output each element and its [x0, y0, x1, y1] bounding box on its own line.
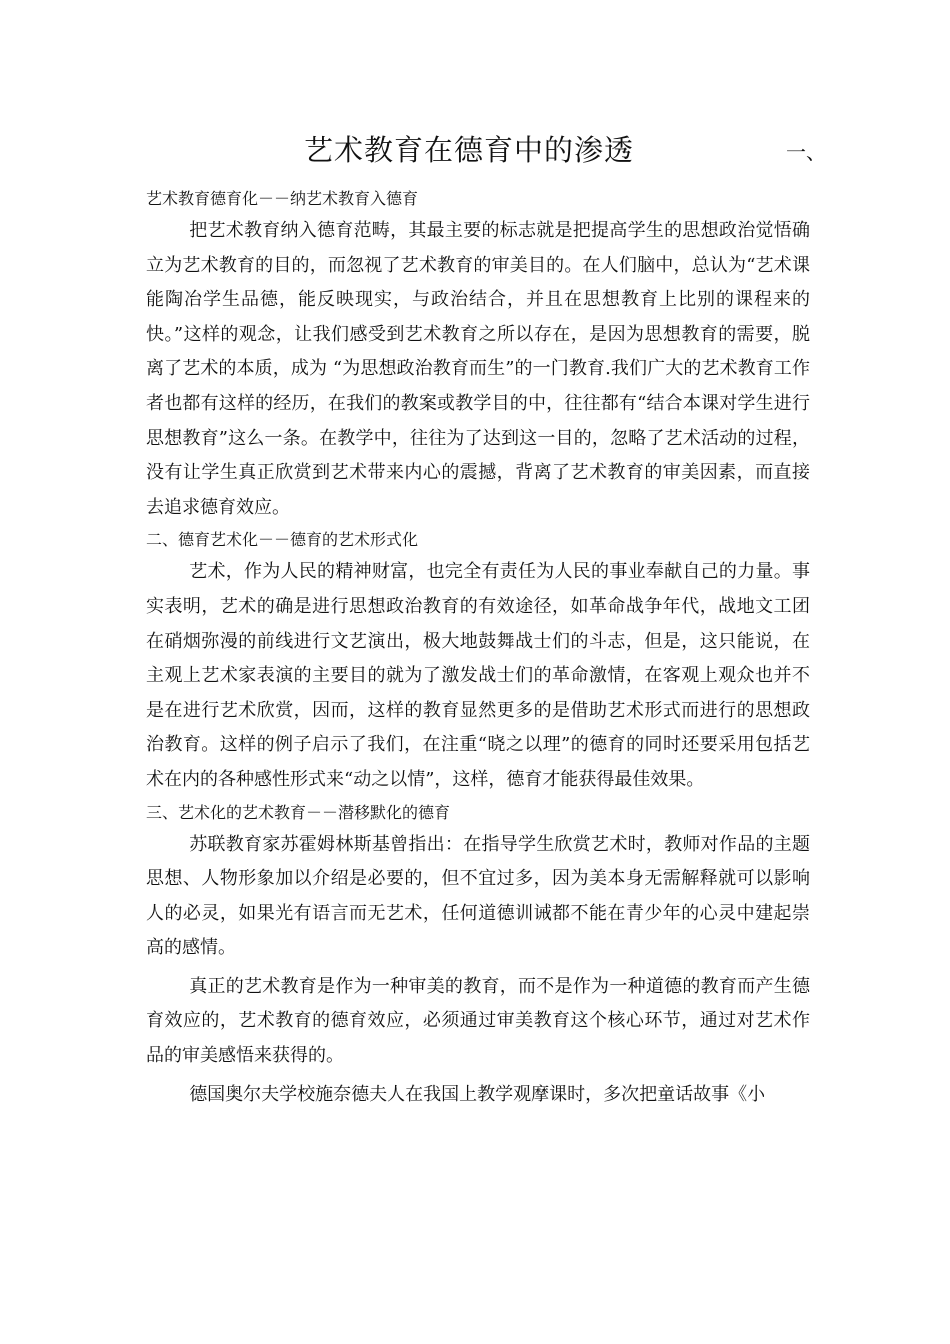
section-heading-2: 二、德育艺术化－－德育的艺术形式化	[146, 530, 419, 550]
section-number-one: 一、	[786, 140, 826, 164]
paragraph-3: 苏联教育家苏霍姆林斯基曾指出：在指导学生欣赏艺术时，教师对作品的主题思想、人物形象加以介绍是必要的，但不宜过多，因为美本身无需解释就可以影响人的必灵，如果光有语言而无艺术，任何道德训诫都不能在青少年的心灵中建起崇高的感情。	[146, 833, 810, 959]
paragraph-1: 把艺术教育纳入德育范畴，其最主要的标志就是把提高学生的思想政治觉悟确立为艺术教育的目的，而忽视了艺术教育的审美目的。在人们脑中，总认为“艺术课能陶冶学生品德，能反映现实，与政治结合，并且在思想教育上比别的课程来的快。”这样的观念，让我们感受到艺术教育之所以存在，是因为思想教育的需要，脱离了艺术的本质，成为 “为思想政治教育而生”的一门教育.我们广大的艺术教育工作者也都有这样的经历，在我们的教案或教学目的中，往往都有“结合本课对学生进行思想教育”这么一条。在教学中，往往为了达到这一目的，忽略了艺术活动的过程，没有让学生真正欣赏到艺术带来内心的震撼，背离了艺术教育的审美因素，而直接去追求德育效应。	[146, 220, 810, 518]
paragraph-2: 艺术，作为人民的精神财富，也完全有责任为人民的事业奉献自己的力量。事实表明，艺术的确是进行思想政治教育的有效途径，如革命战争年代，战地文工团在硝烟弥漫的前线进行文艺演出，极大地鼓舞战士们的斗志，但是，这只能说，在主观上艺术家表演的主要目的就为了激发战士们的革命激情，在客观上观众也并不是在进行艺术欣赏，因而，这样的教育显然更多的是借助艺术形式而进行的思想政治教育。这样的例子启示了我们，在注重“晓之以理”的德育的同时还要采用包括艺术在内的各种感性形式来“动之以情”，这样，德育才能获得最佳效果。	[146, 561, 810, 790]
section-heading-3: 三、艺术化的艺术教育－－潜移默化的德育	[146, 802, 451, 822]
paragraph-4: 真正的艺术教育是作为一种审美的教育，而不是作为一种道德的教育而产生德育效应的，艺术教育的德育效应，必须通过审美教育这个核心环节，通过对艺术作品的审美感悟来获得的。	[146, 975, 810, 1067]
page-title: 艺术教育在德育中的渗透	[304, 133, 635, 167]
title-row	[0, 128, 950, 172]
document-body	[146, 184, 810, 1112]
paragraph-5: 德国奥尔夫学校施奈德夫人在我国上教学观摩课时，多次把童话故事《小	[189, 1083, 766, 1105]
section-heading-1: 艺术教育德育化－－纳艺术教育入德育	[146, 189, 419, 208]
